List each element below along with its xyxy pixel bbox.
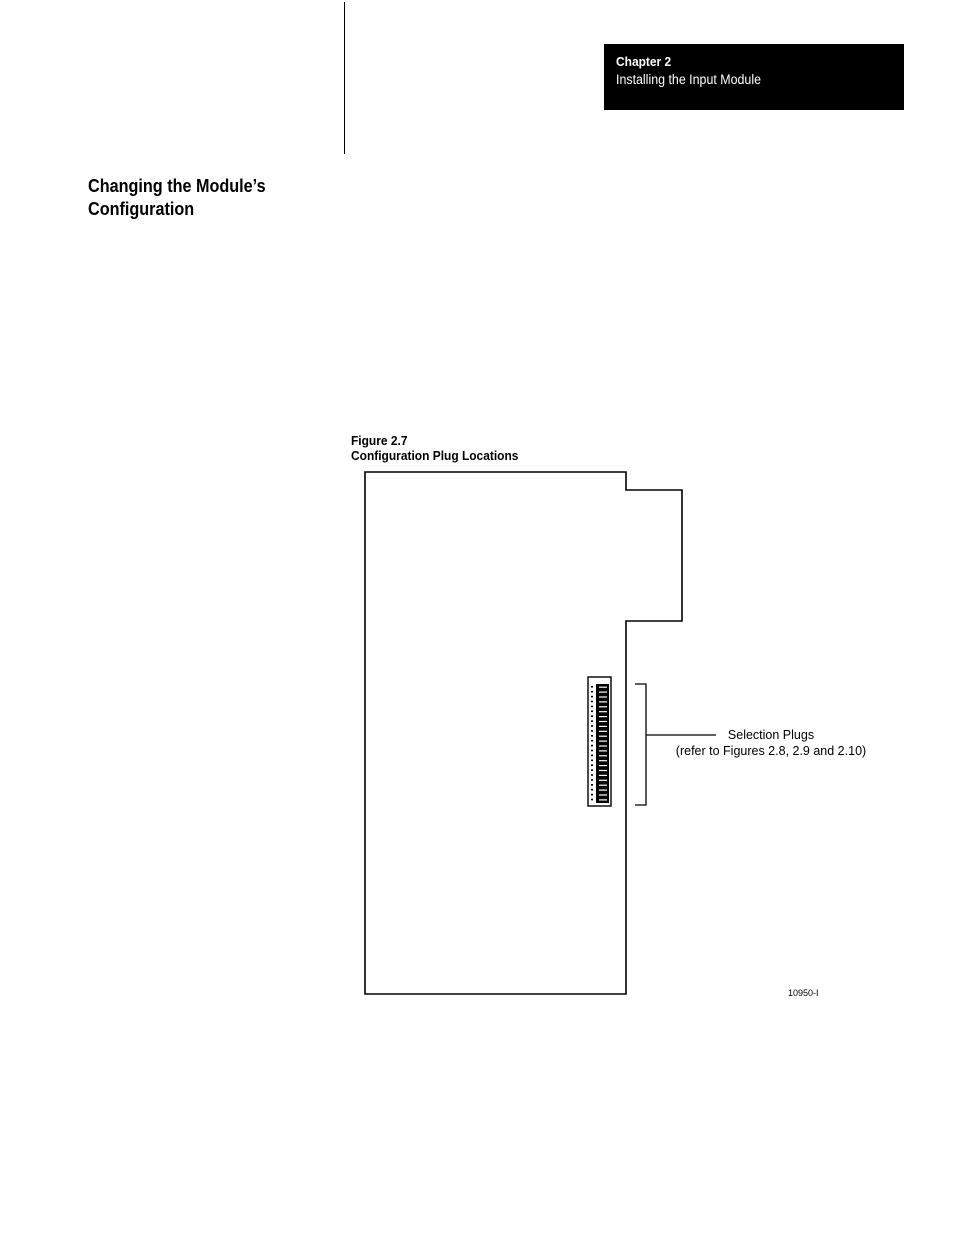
plug-pin — [591, 760, 593, 762]
plug-slot — [599, 736, 607, 737]
plug-pin — [591, 799, 593, 801]
plug-pin — [591, 764, 593, 766]
callout-label-line2: (refer to Figures 2.8, 2.9 and 2.10) — [675, 744, 867, 758]
plug-slot — [599, 780, 607, 781]
chapter-title: Installing the Input Module — [616, 72, 762, 87]
section-heading-line2: Configuration — [88, 199, 195, 219]
plug-pin — [591, 720, 593, 722]
plug-pin — [591, 784, 593, 786]
plug-pin — [591, 686, 593, 688]
plug-slot — [599, 741, 607, 742]
plug-slot — [599, 731, 607, 732]
plug-pin — [591, 711, 593, 713]
plug-slot — [599, 696, 607, 697]
plug-pin — [591, 755, 593, 757]
plug-slot — [599, 775, 607, 776]
plug-slot — [599, 770, 607, 771]
plug-pin — [591, 789, 593, 791]
plug-pin — [591, 750, 593, 752]
selection-plug-block — [588, 677, 611, 806]
plug-pin — [591, 745, 593, 747]
plug-pin — [591, 769, 593, 771]
plug-pin — [591, 691, 593, 693]
plug-slot — [599, 794, 607, 795]
plug-pin — [591, 725, 593, 727]
module-board-outline — [365, 472, 682, 994]
plug-pin — [591, 735, 593, 737]
plug-pin — [591, 701, 593, 703]
plug-pin — [591, 730, 593, 732]
plug-slot — [599, 692, 607, 693]
plug-slot — [599, 790, 607, 791]
plug-pin — [591, 696, 593, 698]
plug-slot — [599, 726, 607, 727]
plug-slot — [599, 765, 607, 766]
plug-pin — [591, 774, 593, 776]
plug-pin — [591, 715, 593, 717]
plug-slot — [599, 755, 607, 756]
plug-slot — [599, 716, 607, 717]
plug-slot — [599, 687, 607, 688]
chapter-label: Chapter 2 — [616, 54, 672, 69]
figure-title: Configuration Plug Locations — [351, 448, 519, 463]
plug-slot — [599, 706, 607, 707]
plug-slot — [599, 799, 607, 800]
plug-slot — [599, 750, 607, 751]
plug-slot — [599, 721, 607, 722]
plug-pin — [591, 706, 593, 708]
plug-slot — [599, 785, 607, 786]
plug-slot — [599, 711, 607, 712]
plug-pin — [591, 794, 593, 796]
callout-label-line1: Selection Plugs — [727, 728, 815, 742]
figure-id: 10950-I — [788, 988, 819, 998]
callout-bracket — [635, 684, 646, 805]
section-heading-line1: Changing the Module’s — [88, 176, 266, 196]
plug-slot — [599, 745, 607, 746]
plug-slot — [599, 701, 607, 702]
plug-slot — [599, 760, 607, 761]
figure-number: Figure 2.7 — [351, 433, 408, 448]
plug-pin — [591, 779, 593, 781]
plug-pin — [591, 740, 593, 742]
